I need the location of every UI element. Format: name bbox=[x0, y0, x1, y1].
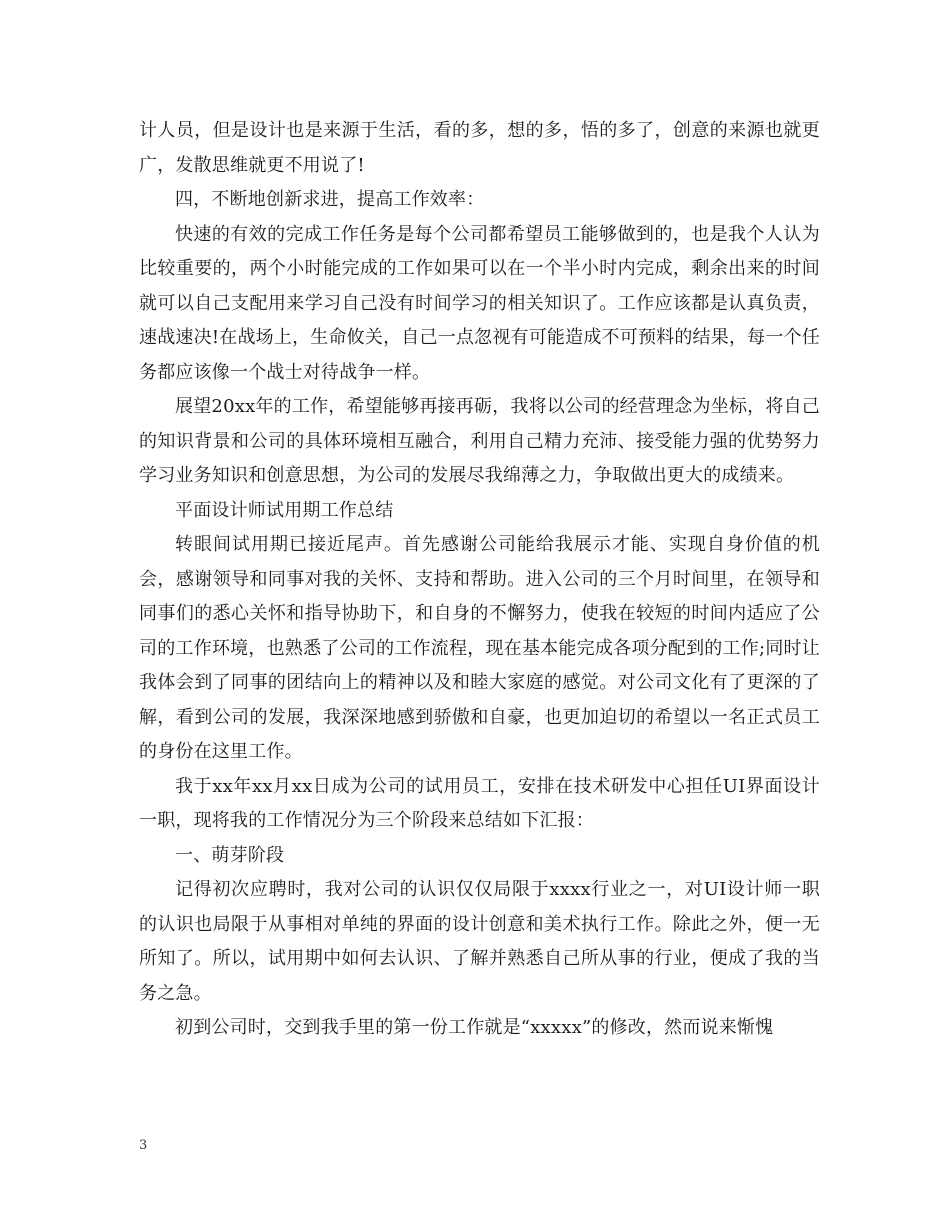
section-title: 平面设计师试用期工作总结 bbox=[175, 499, 394, 521]
paragraph-1: 计人员，但是设计也是来源于生活，看的多，想的多，悟的多了，创意的来源也就更广，发散思维就更不用说了! bbox=[139, 120, 820, 176]
paragraph-2-heading: 四，不断地创新求进，提高工作效率： bbox=[175, 189, 485, 210]
paragraph-4: 展望20xx年的工作，希望能够再接再砺，我将以公司的经营理念为坐标，将自己的知识背景和公司的具体环境相互融合，利用自己精力充沛、接受能力强的优势努力学习业务知识和创意思想，为公司的发展尽我绵薄之力，争取做出更大的成绩来。 bbox=[139, 396, 820, 486]
document-body bbox=[139, 114, 820, 1046]
paragraph-6: 转眼间试用期已接近尾声。首先感谢公司能给我展示才能、实现自身价值的机会，感谢领导和同事对我的关怀、支持和帮助。进入公司的三个月时间里，在领导和同事们的悉心关怀和指导协助下，和自身的不懈努力，使我在较短的时间内适应了公司的工作环境，也熟悉了公司的工作流程，现在基本能完成各项分配到的工作;同时让我体会到了同事的团结向上的精神以及和睦大家庭的感觉。对公司文化有了更深的了解，看到公司的发展，我深深地感到骄傲和自豪，也更加迫切的希望以一名正式员工的身份在这里工作。 bbox=[139, 534, 820, 762]
paragraph-7: 我于xx年xx月xx日成为公司的试用员工，安排在技术研发中心担任UI界面设计一职，现将我的工作情况分为三个阶段来总结如下汇报： bbox=[139, 775, 820, 831]
page-number: 3 bbox=[139, 1138, 148, 1153]
stage-heading: 一、萌芽阶段 bbox=[175, 844, 285, 866]
paragraph-10: 初到公司时，交到我手里的第一份工作就是“xxxxx”的修改，然而说来惭愧 bbox=[175, 1017, 774, 1038]
paragraph-3: 快速的有效的完成工作任务是每个公司都希望员工能够做到的，也是我个人认为比较重要的，两个小时能完成的工作如果可以在一个半小时内完成，剩余出来的时间就可以自己支配用来学习自己没有时间学习的相关知识了。工作应该都是认真负责，速战速决!在战场上，生命攸关，自己一点忽视有可能造成不可预料的结果，每一个任务都应该像一个战士对待战争一样。 bbox=[139, 223, 820, 383]
paragraph-9: 记得初次应聘时，我对公司的认识仅仅局限于xxxx行业之一，对UI设计师一职的认识也局限于从事相对单纯的界面的设计创意和美术执行工作。除此之外，便一无所知了。所以，试用期中如何去认识、了解并熟悉自己所从事的行业，便成了我的当务之急。 bbox=[139, 879, 820, 1004]
